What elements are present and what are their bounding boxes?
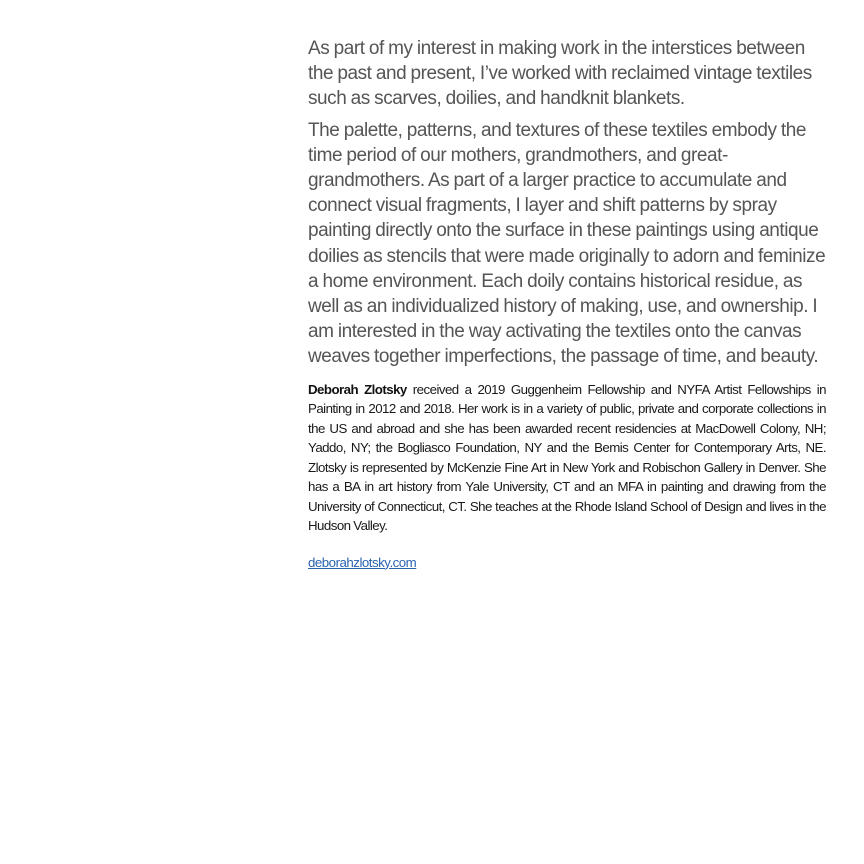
website-link[interactable]: deborahzlotsky.com [308, 554, 417, 570]
artist-statement-column [308, 36, 826, 572]
artist-bio [308, 380, 826, 536]
statement-paragraph-2: The palette, patterns, and textures of these textiles embody the time period of our mothers, grandmothers, and great-grandmothers. As part of a larger practice to accumulate and connect visual fragments, I layer and shift patterns by spray painting directly onto the surface in these paintings using antique doilies as stencils that were made originally to adorn and feminize a home environment. Each doily contains historical residue, as well as an individualized history of making, use, and ownership. I am interested in the way activating the textiles onto the canvas weaves together imperfections, the passage of time, and beauty. [308, 119, 826, 368]
bio-text: received a 2019 Guggenheim Fellowship and NYFA Artist Fellowships in Painting in 2012 and 2018. Her work is in a variety of public, private and corporate collections in the US and abroad and she has been awarded recent residencies at MacDowell Colony, NH; Yaddo, NY; the Bogliasco Foundation, NY and the Bemis Center for Contemporary Arts, NE. Zlotsky is represented by McKenzie Fine Art in New York and Robischon Gallery in Denver. She has a BA in art history from Yale University, CT and an MFA in painting and drawing from the University of Connecticut, CT. She teaches at the Rhode Island School of Design and lives in the Hudson Valley. [308, 381, 826, 534]
artist-name: Deborah Zlotsky [308, 381, 407, 397]
statement-paragraph-1: As part of my interest in making work in the interstices between the past and present, I’ve worked with reclaimed vintage textiles such as scarves, doilies, and handknit blankets. [308, 38, 812, 110]
